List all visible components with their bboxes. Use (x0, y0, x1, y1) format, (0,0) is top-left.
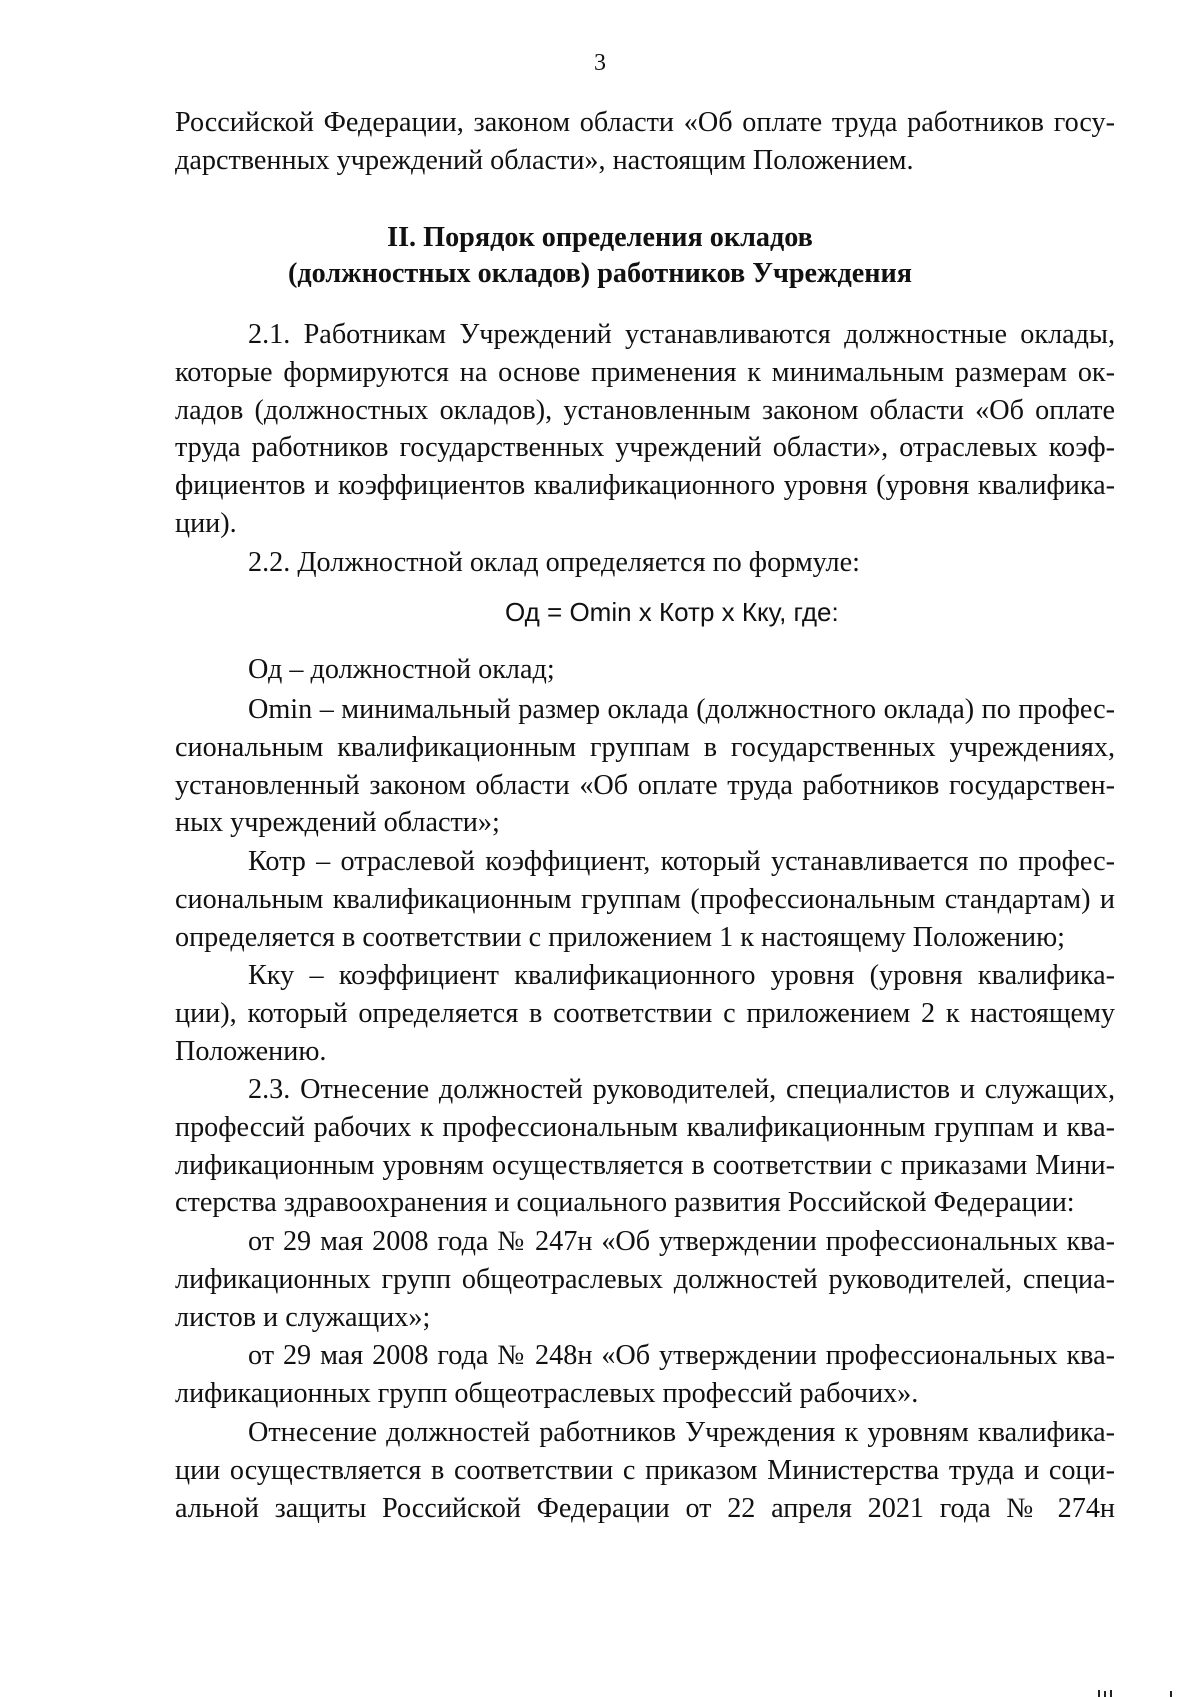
paragraph-2-3 (175, 1071, 1115, 1222)
intro-paragraph (175, 104, 1115, 180)
text-line: труда работников государственных учреждений области», отраслевых коэф- (175, 432, 1115, 464)
text-line: Од – должностной оклад; (248, 654, 555, 685)
text-line: 2.2. Должностной оклад определяется по формуле: (248, 547, 860, 578)
section-heading (0, 220, 1200, 292)
text-line: от 29 мая 2008 года № 247н «Об утверждении профессиональных ква- (248, 1226, 1115, 1257)
text-line: лификационных групп общеотраслевых профессий рабочих». (175, 1377, 919, 1409)
scan-mark (1110, 1690, 1112, 1697)
formula: Од = Omin х Котр х Кку, где: (505, 597, 839, 627)
text-line: ции осуществляется в соответствии с приказом Министерства труда и соци- (175, 1454, 1115, 1486)
text-line: ции). (175, 507, 237, 539)
text-line: профессий рабочих к профессиональным квалификационным группам и ква- (175, 1111, 1115, 1143)
text-line: Российской Федерации, законом области «Об оплате труда работников госу- (175, 107, 1115, 138)
text-line: лификационным уровням осуществляется в соответствии с приказами Мини- (175, 1149, 1115, 1181)
scan-mark (1104, 1691, 1106, 1697)
text-line: от 29 мая 2008 года № 248н «Об утверждении профессиональных ква- (248, 1340, 1115, 1371)
paragraph-2-2 (175, 544, 1115, 582)
text-line: Котр – отраслевой коэффициент, который устанавливается по профес- (248, 846, 1115, 877)
text-line: Положению. (175, 1035, 327, 1067)
text-line: лификационных групп общеотраслевых должностей руководителей, специа- (175, 1263, 1115, 1295)
text-line: сиональным квалификационным группам (профессиональным стандартам) и (175, 883, 1115, 915)
text-line: установленный законом области «Об оплате труда работников государствен- (175, 769, 1115, 801)
text-line: 2.3. Отнесение должностей руководителей, специалистов и служащих, (248, 1074, 1115, 1105)
text-line: Отнесение должностей работников Учреждения к уровням квалифика- (248, 1417, 1115, 1448)
text-line: альной защиты Российской Федерации от 22 апреля 2021 года № 274н (175, 1492, 1115, 1524)
text-line: Omin – минимальный размер оклада (должностного оклада) по профес- (248, 694, 1115, 725)
paragraph-final (175, 1414, 1115, 1527)
definition-od (175, 651, 1115, 689)
text-line: которые формируются на основе применения к минимальным размерам ок- (175, 356, 1115, 388)
text-line: ции), который определяется в соответствии с приложением 2 к настоящему (175, 997, 1115, 1029)
scan-mark (1170, 1691, 1172, 1697)
section-heading-line1: II. Порядок определения окладов (387, 222, 813, 253)
text-line: листов и служащих»; (175, 1301, 431, 1333)
text-line: определяется в соответствии с приложением 1 к настоящему Положению; (175, 921, 1065, 953)
text-line: фициентов и коэффициентов квалификационного уровня (уровня квалифика- (175, 470, 1115, 502)
text-line: ных учреждений области»; (175, 807, 500, 839)
text-line: 2.1. Работникам Учреждений устанавливаются должностные оклады, (248, 319, 1115, 350)
order-248-item (175, 1337, 1115, 1413)
text-line: ладов (должностных окладов), установленным законом области «Об оплате (175, 394, 1115, 426)
section-heading-line2: (должностных окладов) работников Учреждения (287, 258, 913, 289)
definition-kotr (175, 843, 1115, 956)
page-number: 3 (594, 50, 606, 76)
definition-kku (175, 957, 1115, 1070)
order-247-item (175, 1223, 1115, 1336)
scan-mark (1098, 1690, 1100, 1697)
paragraph-2-1 (175, 316, 1115, 543)
text-line: сиональным квалификационным группам в государственных учреждениях, (175, 731, 1115, 763)
text-line: дарственных учреждений области», настоящим Положением. (175, 144, 914, 176)
text-line: стерства здравоохранения и социального развития Российской Федерации: (175, 1187, 1075, 1219)
definition-omin (175, 691, 1115, 842)
text-line: Кку – коэффициент квалификационного уровня (уровня квалифика- (248, 960, 1115, 991)
